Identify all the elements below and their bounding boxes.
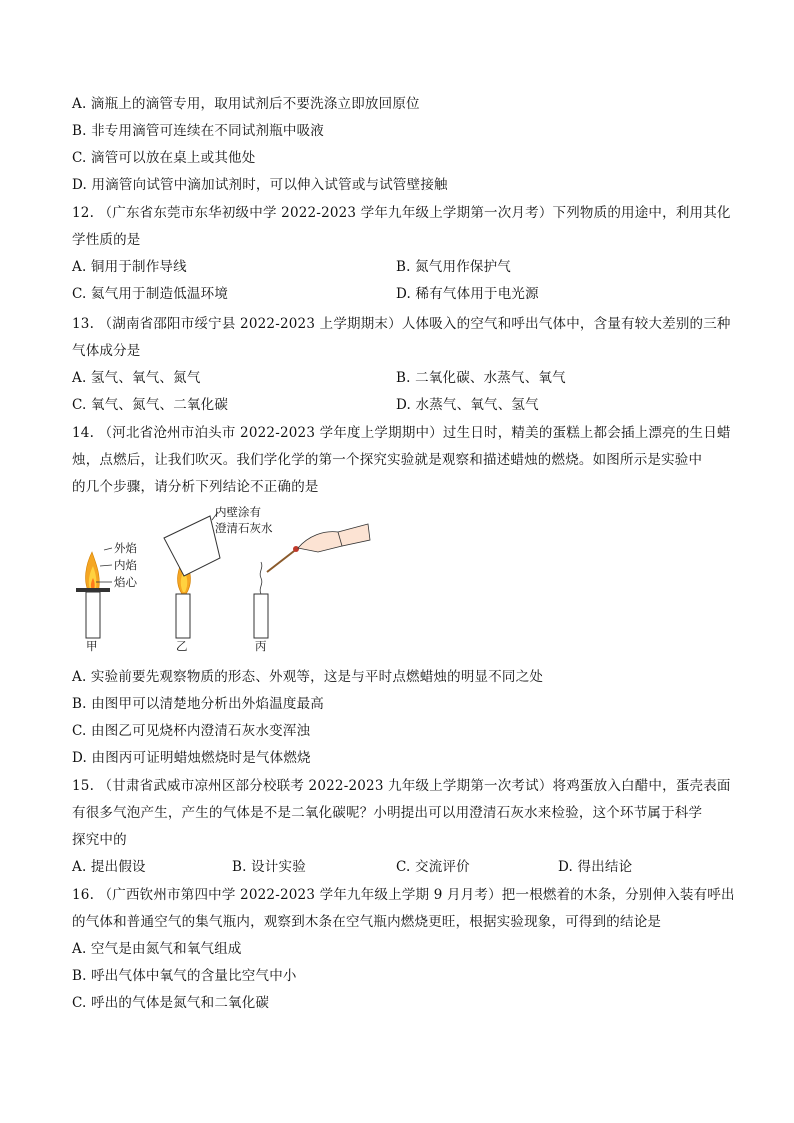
q13-stem-line2: 气体成分是 xyxy=(72,343,141,359)
q16-stem-line1: 16. （广西钦州市第四中学 2022-2023 学年九年级上学期 9 月月考）把一根燃着的木条，分别伸入装有呼出 xyxy=(72,887,735,903)
q11-option-a: A. 滴瓶上的滴管专用，取用试剂后不要洗涤立即放回原位 xyxy=(72,96,420,112)
label-inner-flame: 内焰 xyxy=(114,558,137,572)
label-jia: 甲 xyxy=(86,639,98,653)
q14-option-a: A. 实验前要先观察物质的形态、外观等，这是与平时点燃蜡烛的明显不同之处 xyxy=(72,669,544,685)
q15-stem-line1: 15. （甘肃省武威市凉州区部分校联考 2022-2023 九年级上学期第一次考试）将鸡蛋放入白醋中，蛋壳表面 xyxy=(72,778,731,794)
q12-option-b: B. 氮气用作保护气 xyxy=(396,259,512,275)
q13-option-b: B. 二氧化碳、水蒸气、氧气 xyxy=(396,370,566,386)
q12-stem-line2: 学性质的是 xyxy=(72,232,141,248)
q14-stem-line1: 14. （河北省沧州市泊头市 2022-2023 学年度上学期期中）过生日时，精美的蛋糕上都会插上漂亮的生日蜡 xyxy=(72,425,731,441)
q16-option-a: A. 空气是由氮气和氧气组成 xyxy=(72,941,242,957)
q14-stem-line2: 烛，点燃后，让我们吹灭。我们学化学的第一个探究实验就是观察和描述蜡烛的燃烧。如图所示是实验中 xyxy=(72,452,703,468)
q13-option-d: D. 水蒸气、氧气、氢气 xyxy=(396,397,539,413)
q15-stem-line2: 有很多气泡产生，产生的气体是不是二氧化碳呢？小明提出可以用澄清石灰水来检验，这个环节属于科学 xyxy=(72,805,703,821)
q13-option-c: C. 氧气、氮气、二氧化碳 xyxy=(72,397,229,413)
q15-option-c: C. 交流评价 xyxy=(396,859,470,875)
candle-experiment-figure xyxy=(72,502,372,654)
q11-option-b: B. 非专用滴管可连续在不同试剂瓶中吸液 xyxy=(72,123,325,139)
q16-option-c: C. 呼出的气体是氮气和二氧化碳 xyxy=(72,995,270,1011)
label-wall-line2: 澄清石灰水 xyxy=(215,521,273,535)
q11-option-d: D. 用滴管向试管中滴加试剂时，可以伸入试管或与试管壁接触 xyxy=(72,177,448,193)
q15-option-b: B. 设计实验 xyxy=(232,859,306,875)
q12-stem-line1: 12. （广东省东莞市东华初级中学 2022-2023 学年九年级上学期第一次月考）下列物质的用途中，利用其化 xyxy=(72,205,731,221)
candle-bing xyxy=(254,524,370,653)
label-wall-line1: 内壁涂有 xyxy=(215,505,261,519)
q14-option-c: C. 由图乙可见烧杯内澄清石灰水变浑浊 xyxy=(72,723,311,739)
q14-option-b: B. 由图甲可以清楚地分析出外焰温度最高 xyxy=(72,696,325,712)
q13-stem-line1: 13. （湖南省邵阳市绥宁县 2022-2023 上学期期末）人体吸入的空气和呼出气体中，含量有较大差别的三种 xyxy=(72,316,731,332)
label-bing: 丙 xyxy=(255,639,267,653)
q15-option-d: D. 得出结论 xyxy=(558,859,633,875)
label-outer-flame: 外焰 xyxy=(114,541,137,555)
q14-option-d: D. 由图丙可证明蜡烛燃烧时是气体燃烧 xyxy=(72,750,311,766)
q11-option-c: C. 滴管可以放在桌上或其他处 xyxy=(72,150,256,166)
q13-option-a: A. 氢气、氧气、氮气 xyxy=(72,370,201,386)
q12-option-a: A. 铜用于制作导线 xyxy=(72,259,187,275)
label-flame-core: 焰心 xyxy=(114,575,137,589)
q12-option-c: C. 氦气用于制造低温环境 xyxy=(72,286,229,302)
q16-stem-line2: 的气体和普通空气的集气瓶内，观察到木条在空气瓶内燃烧更旺，根据实验现象，可得到的结论是 xyxy=(72,914,662,930)
q12-option-d: D. 稀有气体用于电光源 xyxy=(396,286,539,302)
q15-stem-line3: 探究中的 xyxy=(72,832,127,848)
q16-option-b: B. 呼出气体中氧气的含量比空气中小 xyxy=(72,968,297,984)
candle-jia xyxy=(76,541,137,653)
q15-option-a: A. 提出假设 xyxy=(72,859,146,875)
q14-stem-line3: 的几个步骤，请分析下列结论不正确的是 xyxy=(72,479,319,495)
label-yi: 乙 xyxy=(176,639,188,653)
